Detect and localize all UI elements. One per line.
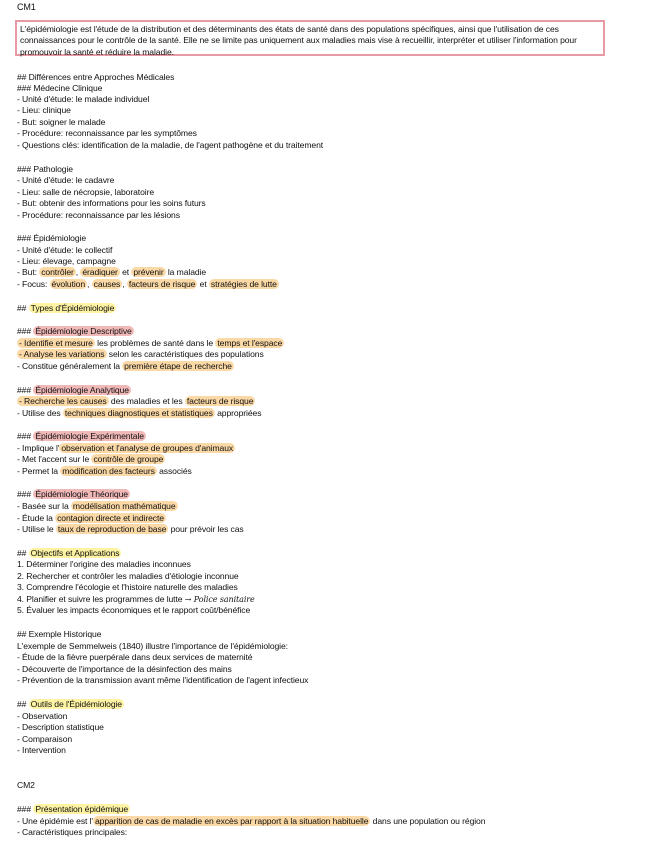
list-item: 4. Planifier et suivre les programmes de lutte → Police sanitaire: [17, 594, 255, 604]
list-item: - But: obtenir des informations pour les soins futurs: [17, 198, 206, 208]
list-item: - But: soigner le malade: [17, 117, 106, 127]
handwritten-annotation: → Police sanitaire: [184, 595, 255, 604]
list-item: - Procédure: reconnaissance par les symptômes: [17, 128, 197, 138]
definition-box: L'épidémiologie est l'étude de la distribution et des déterminants des états de santé dans des populations spécifiques, ainsi que l'utilisation de ces connaissances pour le contrôle de la santé. Elle ne se limite pas uniquement aux maladies mais vise à recueillir, interpréter et utiliser l'information pour promouvoir la santé et réduire la maladie.: [15, 20, 605, 56]
list-item: - Questions clés: identification de la maladie, de l'agent pathogène et du traitement: [17, 140, 324, 150]
exemple-title: ## Exemple Historique: [17, 629, 102, 639]
list-item: L'exemple de Semmelweis (1840) illustre l'importance de l'épidémiologie:: [17, 641, 288, 651]
highlight: éradiquer: [82, 267, 118, 277]
list-item: - Unité d'étude: le cadavre: [17, 175, 115, 185]
highlight: Objectifs et Applications: [30, 548, 120, 558]
list-item: 2. Rechercher et contrôler les maladies d'étiologie inconnue: [17, 571, 239, 581]
list-item: - Met l'accent sur le contrôle de groupe: [17, 454, 164, 464]
list-item: 1. Déterminer l'origine des maladies inconnues: [17, 559, 191, 569]
outils-title: ## Outils de l'Épidémiologie: [17, 699, 122, 709]
list-item: - Utilise des techniques diagnostiques et statistiques appropriées: [17, 408, 262, 418]
highlight: contagion directe et indirecte: [57, 513, 164, 523]
list-item: - Lieu: clinique: [17, 105, 71, 115]
highlight: causes: [93, 279, 121, 289]
list-item: - Caractéristiques principales:: [17, 827, 128, 837]
list-item: - Étude de la fièvre puerpérale dans deux services de maternité: [17, 652, 253, 662]
list-item: - Intervention: [17, 745, 66, 755]
highlight: Types d'Épidémiologie: [30, 303, 115, 313]
presentation-title: ### Présentation épidémique: [17, 804, 129, 814]
clinique-title: ### Médecine Clinique: [17, 83, 103, 93]
experimentale-title: ### Épidémiologie Expérimentale: [17, 431, 144, 441]
highlight: stratégies de lutte: [210, 279, 277, 289]
list-item: - Recherche les causes des maladies et les facteurs de risque: [19, 396, 254, 406]
highlight: Outils de l'Épidémiologie: [30, 699, 122, 709]
highlight: techniques diagnostiques et statistiques: [64, 408, 213, 418]
list-item: - Unité d'étude: le malade individuel: [17, 94, 150, 104]
list-item: - Unité d'étude: le collectif: [17, 245, 113, 255]
list-item: - Basée sur la modélisation mathématique: [17, 501, 176, 511]
highlight: - Recherche les causes: [19, 396, 107, 406]
highlight: Épidémiologie Expérimentale: [35, 431, 144, 441]
list-item: - Description statistique: [17, 722, 104, 732]
highlight: observation et l'analyse de groupes d'animaux: [61, 443, 234, 453]
pathologie-title: ### Pathologie: [17, 164, 73, 174]
types-title: ## Types d'Épidémiologie: [17, 303, 115, 313]
highlight: taux de reproduction de base: [57, 524, 167, 534]
list-item: - Permet la modification des facteurs associés: [17, 466, 192, 476]
list-item: - Procédure: reconnaissance par les lésions: [17, 210, 180, 220]
list-item: - Lieu: salle de nécropsie, laboratoire: [17, 187, 155, 197]
list-item: 3. Comprendre l'écologie et l'histoire naturelle des maladies: [17, 582, 238, 592]
highlight: Épidémiologie Théorique: [35, 489, 128, 499]
highlight: première étape de recherche: [124, 361, 232, 371]
highlight: modification des facteurs: [62, 466, 155, 476]
highlight: - Analyse les variations: [19, 349, 105, 359]
list-item: - Observation: [17, 711, 68, 721]
objectifs-title: ## Objectifs et Applications: [17, 548, 120, 558]
list-item: - Focus: évolution , causes , facteurs de risque et stratégies de lutte: [17, 279, 277, 289]
list-item: - Comparaison: [17, 734, 73, 744]
analytique-title: ### Épidémiologie Analytique: [17, 385, 129, 395]
highlight: Épidémiologie Analytique: [35, 385, 129, 395]
list-item: - Une épidémie est l' apparition de cas de maladie en excès par rapport à la situation habituelle dans une population ou région: [17, 816, 486, 826]
highlight: contrôle de groupe: [93, 454, 164, 464]
list-item: - Constitue généralement la première étape de recherche: [17, 361, 232, 371]
list-item: - Découverte de l'importance de la désinfection des mains: [17, 664, 232, 674]
list-item: - Analyse les variations selon les caractéristiques des populations: [19, 349, 264, 359]
highlight: modélisation mathématique: [72, 501, 176, 511]
list-item: - Utilise le taux de reproduction de base pour prévoir les cas: [17, 524, 244, 534]
theorique-title: ### Épidémiologie Théorique: [17, 489, 128, 499]
list-item: - Implique l' observation et l'analyse de groupes d'animaux: [17, 443, 234, 453]
descriptive-title: ### Épidémiologie Descriptive: [17, 326, 132, 336]
list-item: - Identifie et mesure les problèmes de santé dans le temps et l'espace: [19, 338, 283, 348]
highlight: prévenir: [133, 267, 164, 277]
differences-title: ## Différences entre Approches Médicales: [17, 72, 175, 82]
highlight: évolution: [51, 279, 86, 289]
highlight: Épidémiologie Descriptive: [35, 326, 132, 336]
highlight: contrôler: [41, 267, 74, 277]
highlight: - Identifie et mesure: [19, 338, 93, 348]
list-item: - Lieu: élevage, campagne: [17, 256, 116, 266]
list-item: 5. Évaluer les impacts économiques et le rapport coût/bénéfice: [17, 605, 251, 615]
highlight: facteurs de risque: [186, 396, 254, 406]
list-item: - But: contrôler , éradiquer et prévenir la maladie: [17, 267, 207, 277]
cm2-heading: CM2: [17, 780, 35, 790]
highlight: apparition de cas de maladie en excès par rapport à la situation habituelle: [94, 816, 369, 826]
list-item: - Étude la contagion directe et indirecte: [17, 513, 164, 523]
highlight: Présentation épidémique: [35, 804, 129, 814]
highlight: facteurs de risque: [128, 279, 196, 289]
epidemio-title: ### Épidémiologie: [17, 233, 87, 243]
cm1-heading: CM1: [17, 2, 36, 12]
list-item: - Prévention de la transmission avant même l'identification de l'agent infectieux: [17, 675, 309, 685]
highlight: temps et l'espace: [217, 338, 283, 348]
